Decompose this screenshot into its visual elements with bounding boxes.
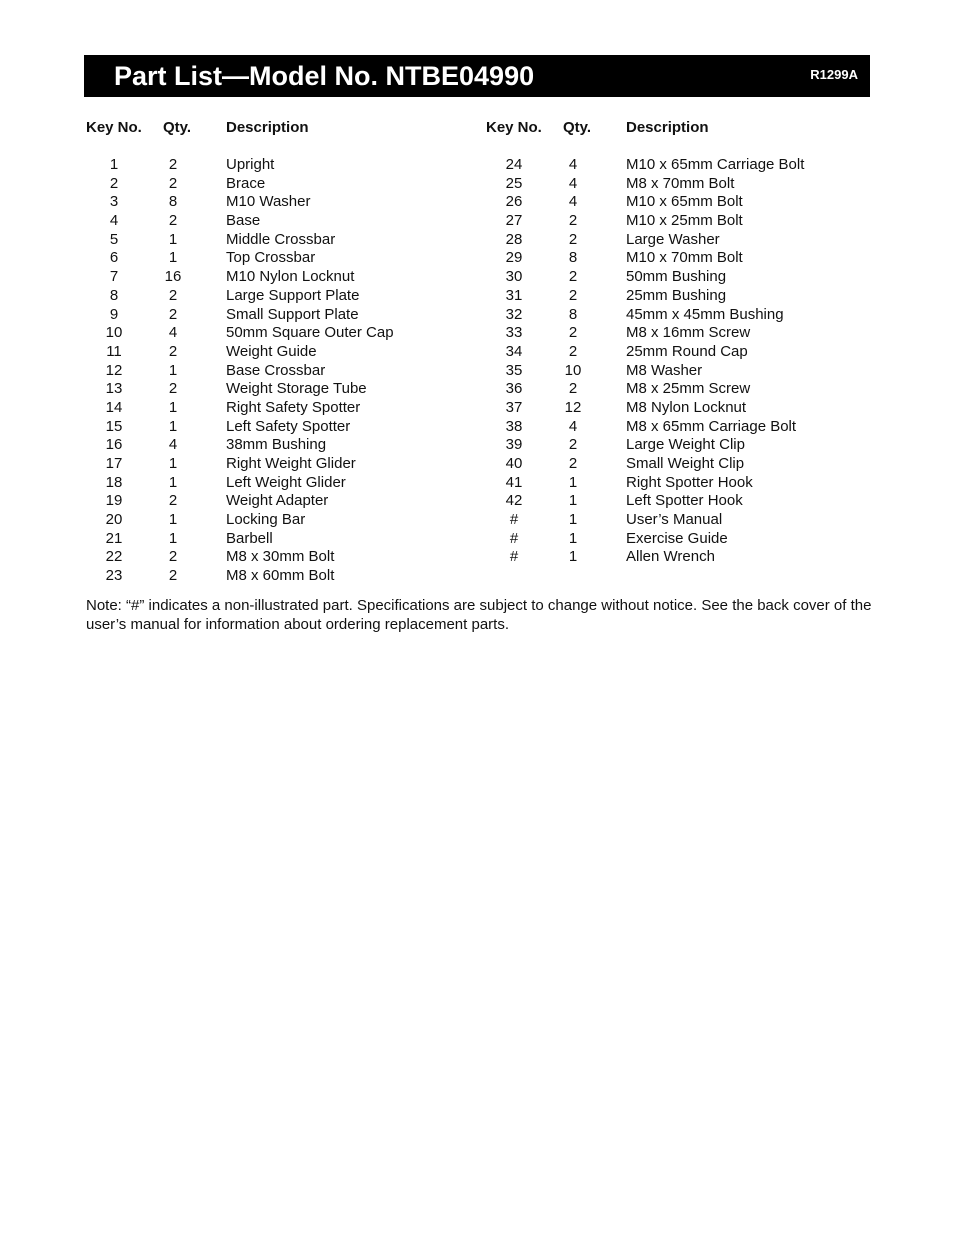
part-row	[84, 175, 464, 194]
part-row	[484, 380, 864, 399]
part-key-number: 41	[505, 473, 523, 491]
part-quantity: 2	[168, 212, 178, 230]
part-quantity: 1	[168, 249, 178, 267]
part-description: Barbell	[226, 529, 273, 547]
parts-list-right	[484, 156, 864, 567]
footnote: Note: “#” indicates a non-illustrated part. Specifications are subject to change without notice. See the back cover of the user’s manual for information about ordering replacement parts.	[86, 597, 872, 633]
part-row	[484, 156, 864, 175]
part-description: Weight Guide	[226, 342, 317, 360]
part-description: M8 Nylon Locknut	[626, 398, 747, 416]
part-description: M8 Washer	[626, 361, 703, 379]
part-row	[84, 306, 464, 325]
part-quantity: 4	[568, 174, 578, 192]
part-row	[84, 455, 464, 474]
part-quantity: 2	[568, 436, 578, 454]
part-row	[84, 418, 464, 437]
part-description: 45mm x 45mm Bushing	[626, 305, 784, 323]
part-key-number: 1	[109, 156, 119, 173]
part-key-number: 3	[109, 193, 119, 211]
part-key-number: 26	[505, 193, 523, 211]
part-row	[484, 399, 864, 418]
part-description: Large Support Plate	[226, 286, 360, 304]
part-key-number: 38	[505, 417, 523, 435]
part-key-number: 15	[105, 417, 123, 435]
part-description: Middle Crossbar	[226, 230, 336, 248]
part-key-number: 12	[105, 361, 123, 379]
part-row	[484, 362, 864, 381]
part-key-number: #	[509, 548, 519, 566]
part-key-number: #	[509, 529, 519, 547]
part-key-number: 5	[109, 230, 119, 248]
part-description: M8 x 70mm Bolt	[626, 174, 735, 192]
part-quantity: 1	[568, 548, 578, 566]
part-description: 50mm Square Outer Cap	[226, 324, 394, 342]
part-description: Small Support Plate	[226, 305, 359, 323]
part-key-number: 34	[505, 342, 523, 360]
part-key-number: 10	[105, 324, 123, 342]
page-title: Part List—Model No. NTBE04990	[114, 61, 535, 91]
part-key-number: 29	[505, 249, 523, 267]
part-key-number: 8	[109, 286, 119, 304]
part-key-number: 21	[105, 529, 123, 547]
part-row	[484, 249, 864, 268]
part-description: M8 x 16mm Screw	[626, 324, 751, 342]
part-description: Exercise Guide	[626, 529, 728, 547]
part-key-number: 14	[105, 398, 123, 416]
part-row	[84, 156, 464, 175]
part-quantity: 1	[168, 417, 178, 435]
part-quantity: 2	[168, 492, 178, 510]
part-description: M8 x 60mm Bolt	[226, 567, 335, 585]
key-no-header: Key No.	[86, 119, 142, 136]
part-row	[484, 231, 864, 250]
part-row	[484, 455, 864, 474]
part-row	[484, 511, 864, 530]
part-row	[484, 548, 864, 567]
part-quantity: 2	[168, 548, 178, 566]
part-description: 25mm Round Cap	[626, 342, 748, 360]
part-description: Right Safety Spotter	[226, 398, 361, 416]
part-row	[84, 268, 464, 287]
part-description: 38mm Bushing	[226, 436, 327, 454]
part-key-number: 19	[105, 492, 123, 510]
part-row	[84, 362, 464, 381]
part-key-number: 2	[109, 174, 119, 192]
part-quantity: 2	[568, 455, 578, 472]
part-quantity: 2	[168, 342, 178, 360]
part-quantity: 8	[568, 305, 578, 323]
part-row	[84, 399, 464, 418]
part-quantity: 4	[168, 436, 178, 454]
key-no-header: Key No.	[486, 119, 542, 136]
part-quantity: 2	[568, 230, 578, 248]
part-description: Large Washer	[626, 230, 720, 248]
part-quantity: 10	[564, 361, 582, 379]
part-quantity: 4	[568, 156, 578, 173]
part-quantity: 1	[168, 361, 178, 379]
part-description: 50mm Bushing	[626, 268, 727, 286]
part-row	[484, 436, 864, 455]
part-key-number: 11	[106, 342, 122, 360]
part-description: Right Weight Glider	[226, 455, 356, 472]
part-description: M10 x 65mm Carriage Bolt	[626, 156, 805, 173]
part-key-number: 27	[505, 212, 523, 230]
part-row	[484, 530, 864, 549]
part-quantity: 1	[168, 529, 178, 547]
part-quantity: 4	[568, 417, 578, 435]
part-key-number: 37	[505, 398, 523, 416]
part-key-number: 36	[505, 380, 523, 398]
part-description: M8 x 65mm Carriage Bolt	[626, 417, 797, 435]
part-key-number: 13	[105, 380, 123, 398]
part-quantity: 8	[568, 249, 578, 267]
part-quantity: 2	[168, 305, 178, 323]
part-row	[484, 492, 864, 511]
part-quantity: 1	[168, 511, 178, 529]
part-description: Right Spotter Hook	[626, 473, 753, 491]
part-row	[84, 212, 464, 231]
part-row	[484, 474, 864, 493]
part-description: Left Safety Spotter	[226, 417, 351, 435]
part-description: Small Weight Clip	[626, 455, 745, 472]
part-description: Allen Wrench	[626, 548, 715, 566]
part-row	[484, 175, 864, 194]
part-description: Left Spotter Hook	[626, 492, 743, 510]
part-description: Upright	[226, 156, 275, 173]
part-row	[484, 343, 864, 362]
part-key-number: 18	[105, 473, 123, 491]
part-description: User’s Manual	[626, 511, 723, 529]
part-row	[84, 324, 464, 343]
part-row	[84, 287, 464, 306]
part-row	[484, 193, 864, 212]
description-header: Description	[226, 119, 309, 136]
part-description: M10 Nylon Locknut	[226, 268, 355, 286]
part-quantity: 2	[568, 324, 578, 342]
part-quantity: 2	[168, 286, 178, 304]
part-description: M10 x 70mm Bolt	[626, 249, 743, 267]
part-row	[84, 249, 464, 268]
part-quantity: 2	[568, 286, 578, 304]
part-description: Weight Adapter	[226, 492, 329, 510]
part-row	[84, 193, 464, 212]
qty-header: Qty.	[163, 119, 192, 136]
part-quantity: 2	[168, 380, 178, 398]
part-key-number: 6	[109, 249, 119, 267]
description-header: Description	[626, 119, 709, 136]
part-quantity: 1	[568, 511, 578, 529]
part-key-number: 7	[109, 268, 119, 286]
part-key-number: #	[509, 511, 519, 529]
part-quantity: 1	[168, 230, 178, 248]
part-key-number: 22	[105, 548, 123, 566]
part-quantity: 2	[168, 567, 178, 585]
part-row	[84, 511, 464, 530]
part-quantity: 1	[168, 455, 178, 472]
part-description: M10 x 65mm Bolt	[626, 193, 743, 211]
part-key-number: 30	[505, 268, 523, 286]
part-description: M8 x 30mm Bolt	[226, 548, 335, 566]
part-key-number: 20	[105, 511, 123, 529]
title-bar	[84, 55, 870, 97]
part-description: Large Weight Clip	[626, 436, 745, 454]
part-quantity: 4	[168, 324, 178, 342]
part-description: M8 x 25mm Screw	[626, 380, 751, 398]
part-row	[84, 343, 464, 362]
part-quantity: 2	[168, 156, 178, 173]
part-description: Base Crossbar	[226, 361, 326, 379]
part-row	[84, 231, 464, 250]
part-quantity: 2	[568, 268, 578, 286]
part-quantity: 12	[564, 398, 582, 416]
part-description: 25mm Bushing	[626, 286, 727, 304]
part-description: Brace	[226, 174, 266, 192]
qty-header: Qty.	[563, 119, 592, 136]
part-key-number: 39	[505, 436, 523, 454]
part-key-number: 16	[105, 436, 123, 454]
part-quantity: 8	[168, 193, 178, 211]
document-code: R1299A	[810, 67, 858, 82]
part-key-number: 25	[505, 174, 523, 192]
part-quantity: 1	[568, 529, 578, 547]
part-quantity: 1	[568, 473, 578, 491]
part-quantity: 2	[568, 342, 578, 360]
part-row	[84, 380, 464, 399]
part-description: Top Crossbar	[226, 249, 316, 267]
part-row	[484, 212, 864, 231]
part-quantity: 4	[568, 193, 578, 211]
part-row	[484, 306, 864, 325]
part-description: M10 Washer	[226, 193, 311, 211]
part-key-number: 9	[109, 305, 119, 323]
part-row	[484, 268, 864, 287]
part-row	[84, 492, 464, 511]
part-row	[84, 567, 464, 586]
part-key-number: 35	[505, 361, 523, 379]
part-key-number: 33	[505, 324, 523, 342]
part-quantity: 16	[164, 268, 182, 286]
part-quantity: 1	[168, 473, 178, 491]
part-row	[84, 530, 464, 549]
part-row	[84, 548, 464, 567]
part-description: M10 x 25mm Bolt	[626, 212, 743, 230]
part-key-number: 17	[105, 455, 123, 472]
part-description: Left Weight Glider	[226, 473, 346, 491]
part-row	[84, 436, 464, 455]
part-description: Base	[226, 212, 261, 230]
part-quantity: 2	[568, 380, 578, 398]
part-key-number: 24	[505, 156, 523, 173]
part-description: Locking Bar	[226, 511, 306, 529]
part-key-number: 28	[505, 230, 523, 248]
part-key-number: 31	[505, 286, 523, 304]
part-key-number: 4	[109, 212, 119, 230]
parts-list-left	[84, 156, 464, 586]
part-key-number: 23	[105, 567, 123, 585]
part-quantity: 2	[168, 174, 178, 192]
part-key-number: 40	[505, 455, 523, 472]
part-row	[484, 418, 864, 437]
part-key-number: 32	[505, 305, 523, 323]
part-row	[484, 324, 864, 343]
part-quantity: 2	[568, 212, 578, 230]
part-quantity: 1	[568, 492, 578, 510]
part-row	[84, 474, 464, 493]
part-key-number: 42	[505, 492, 523, 510]
part-description: Weight Storage Tube	[226, 380, 367, 398]
part-quantity: 1	[168, 398, 178, 416]
part-row	[484, 287, 864, 306]
